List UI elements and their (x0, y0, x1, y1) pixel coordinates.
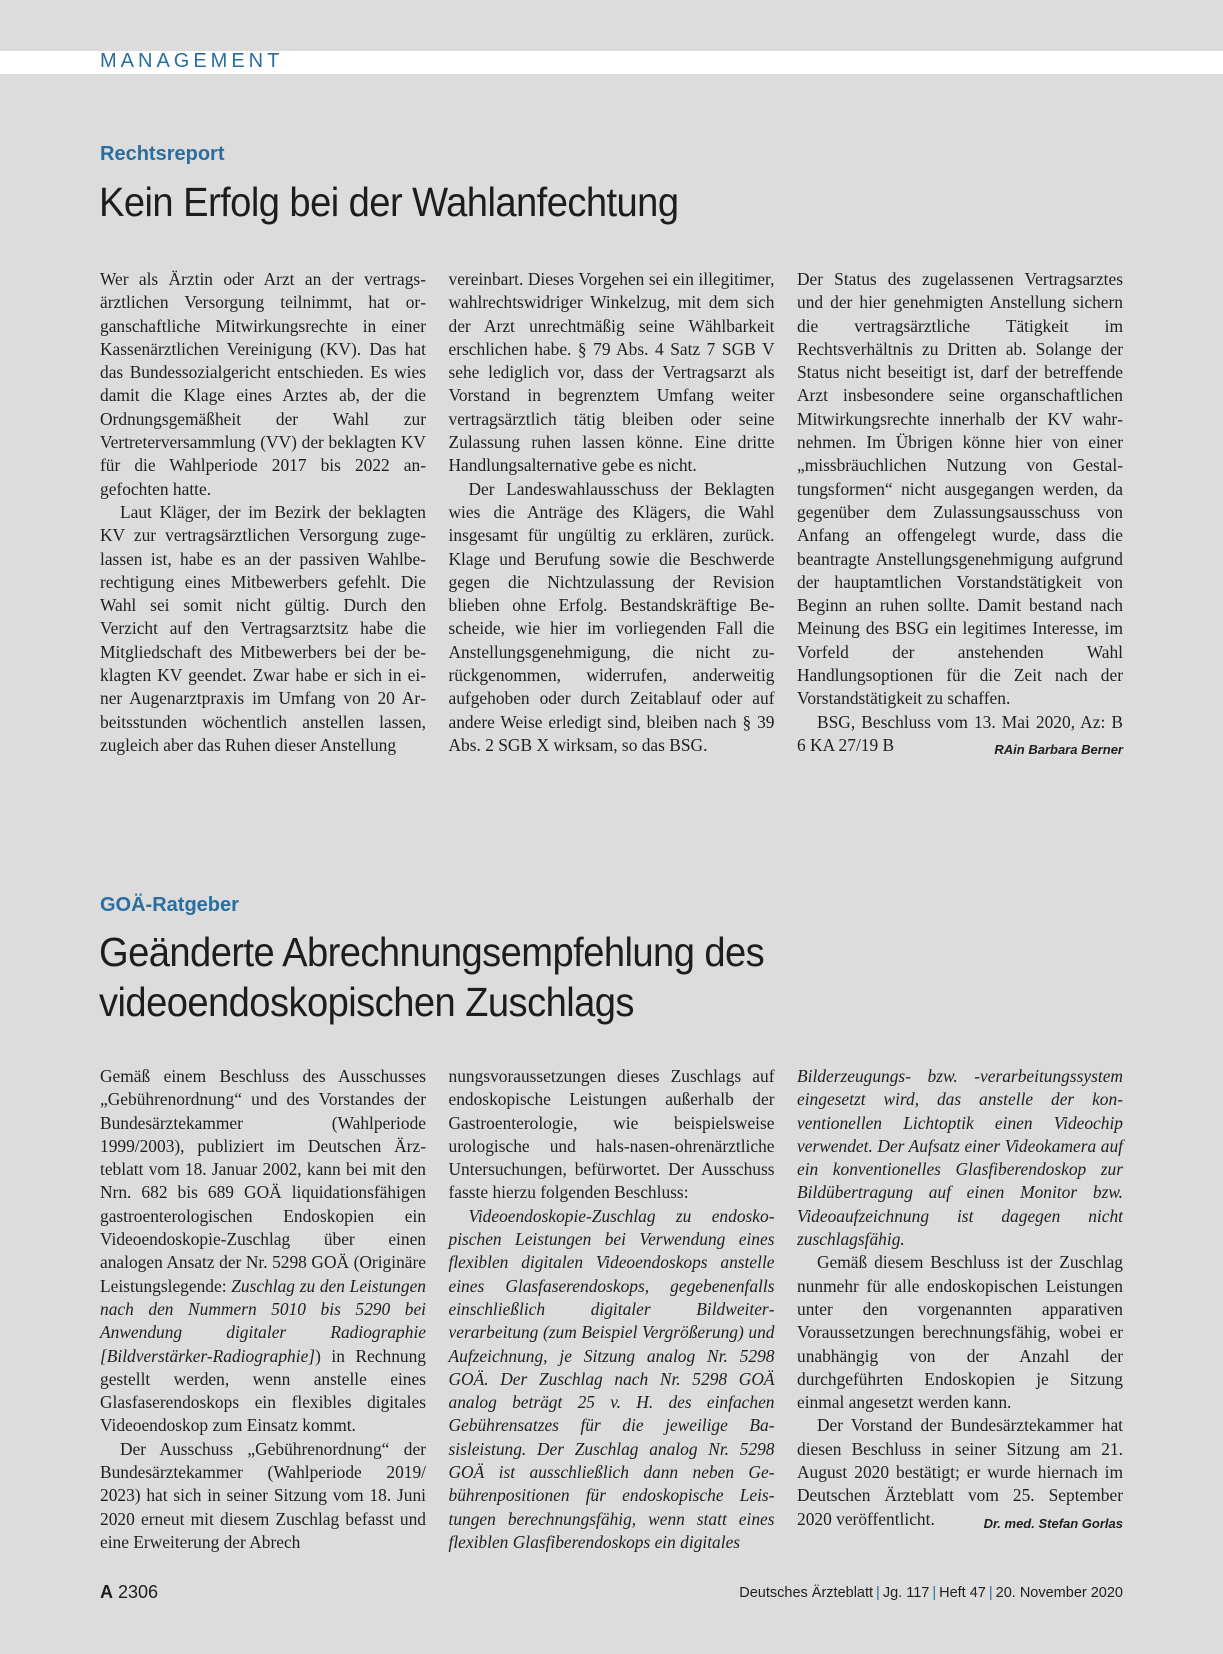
paragraph: Gemäß diesem Beschluss ist der Zuschlag nunmehr für alle endoskopischen Leistungen unter den vorgenannten apparativen Voraussetzungen berechnungsfähig, wobei er unabhängig von der Anzahl der durchgeführten Endoskopien je Sitzung einmal angesetzt werden kann. (797, 1252, 1123, 1413)
page-number (100, 1582, 158, 1603)
text-run: Der Vorstand der Bundesärztekammer hat diesen Beschluss in seiner Sitzung am 21. August 2020 bestätigt; er wurde hiernach im Deutschen Ärzteblatt vom 25. September 2020 veröffentlicht. (797, 1415, 1123, 1529)
paragraph: Der Landeswahlausschuss der Beklagten wies die Anträge des Klägers, die Wahl insgesamt für ungültig zu erklären, zurück. Klage und Berufung sowie die Beschwerde gegen die Nichtzulassung der Revision blieben ohne Erfolg. Bestandskräftige Bescheide, wie hier im vorliegenden Fall die Anstellungsgenehmigung, die nicht zurückgenommen, widerrufen, anderweitig aufgehoben oder durch Zeitablauf oder auf andere Weise erledigt sind, bleiben nach § 39 Abs. 2 SGB X wirksam, so das BSG. (448, 478, 775, 755)
paragraph: nungsvoraussetzungen dieses Zuschlags auf endoskopische Leistungen außerhalb der Gastroenterologie, wie beispielsweise urologische und hals-nasen-ohrenärztliche Untersuchungen, befürwortet. Der Ausschuss fasste hierzu folgenden Beschluss: (448, 1066, 775, 1203)
page-number-value: 2306 (118, 1582, 159, 1602)
separator: | (932, 1585, 937, 1601)
paragraph: Der Status des zugelassenen Vertragsarztes und der hier genehmigten Anstellung sichern die vertragsärztliche Tätigkeit im Rechtsverhältnis zu Dritten ab. Solange der Status nicht beseitigt ist, darf der betreffende Arzt insbesondere seine organschaftlichen Mitwirkungsrechte innerhalb der KV wahrnehmen. Im Übrigen könne hier von einer „missbräuchlichen Nutzung von Gestaltungsformen“ nicht ausgegangen werden, da gegenüber dem Zulassungsausschuss von Anfang an offengelegt wurde, dass die beantragte Anstellungsgenehmigung aufgrund der hauptamtlichen Vorstandstätigkeit von Beginn an ruhen sollte. Damit bestand nach Meinung des BSG ein legitimes Interesse, im Vorfeld der anstehenden Wahl Handlungsoptionen für die Zeit nach der Vorstandstätigkeit zu schaffen. (797, 269, 1123, 709)
text-run: ) in Rechnung gestellt werden, wenn anstelle eines Glasfaserendoskops ein flexibles digitales Videoendoskop zum Einsatz kommt. (100, 1345, 426, 1436)
article2-body (100, 1065, 1123, 1554)
article2-column-1 (100, 1065, 426, 1554)
italic-run: Bilderzeugungs- bzw. -verarbeitungssystem eingesetzt wird, das anstelle der konventionellen Lichtoptik einen Videochip verwendet. Der Aufsatz einer Videokamera auf ein konventionelles Glasfiberendoskop zur Bildübertragung auf einen Monitor bzw. Videoaufzeichnung ist dagegen nicht zuschlagsfähig. (797, 1066, 1123, 1250)
text-run: Gemäß einem Beschluss des Ausschusses „Gebührenordnung“ und des Vorstandes der Bundesärztekammer (Wahlperiode 1999/2003), publiziert im Deutschen Ärzteblatt vom 18. Januar 2002, kann bei mit den Nrn. 682 bis 689 GOÄ liquidationsfähigen gastroenterologischen Endoskopien ein Videoendoskopie-Zuschlag über einen analogen Ansatz der Nr. 5298 GOÄ (Originäre Leistungslegende: (100, 1066, 426, 1296)
paragraph (449, 1205, 775, 1554)
paragraph: Laut Kläger, der im Bezirk der beklagten KV zur vertragsärztlichen Versorgung zugelassen ist, habe es an der passiven Wahlberechtigung eines Mitbewerbers gefehlt. Die Wahl sei somit nicht gültig. Durch den Verzicht auf den Vertragsarztsitz habe die Mitgliedschaft des Mitbewerbers bei der beklagten KV geendet. Zwar habe er sich in einer Augenarztpraxis im Umfang von 20 Arbeitsstunden wöchentlich anstellen lassen, zugleich aber das Ruhen dieser Anstellung (100, 501, 426, 755)
issue-date: 20. November 2020 (995, 1585, 1123, 1601)
section-label: MANAGEMENT (100, 50, 284, 72)
article2-author: Dr. med. Stefan Gorlas (983, 1515, 1123, 1531)
article2-title-line-1: Geänderte Abrechnungsempfehlung des (99, 929, 765, 975)
article2-title-line-2: videoendoskopischen Zuschlags (99, 979, 634, 1025)
article1-title: Kein Erfolg bei der Wahlanfechtung (99, 179, 679, 225)
article2-column-3 (797, 1065, 1123, 1554)
separator: | (876, 1585, 880, 1601)
article1-author: RAin Barbara Berner (994, 741, 1123, 757)
article1-body (100, 268, 1123, 761)
volume: Jg. 117 (882, 1585, 930, 1601)
article2-kicker: GOÄ-Ratgeber (100, 894, 239, 916)
paragraph (797, 1065, 1123, 1251)
italic-run: Zuschlag zu den Leistungen nach den Nummern 5010 bis 5290 bei Anwendung digitaler Radiographie [Bildverstärker-Radiographie] (100, 1275, 426, 1366)
paragraph: Wer als Ärztin oder Arzt an der vertragsärztlichen Versorgung teilnimmt, hat organschaftliche Mitwirkungsrechte in einer Kassenärztlichen Vereinigung (KV). Das hat das Bundessozialgericht entschieden. Es wies damit die Klage eines Arztes ab, der die Ordnungsgemäßheit der Wahl zur Vertreterversammlung (VV) der beklagten KV für die Wahlperiode 2017 bis 2022 angefochten hatte. (100, 269, 426, 499)
italic-run: Videoendoskopie-Zuschlag zu endoskopischen Leistungen bei Verwendung eines flexiblen digitalen Videoendoskops anstelle eines Glasfaserendoskops, gegebenenfalls einschließlich digitaler Bildweiterverarbeitung (zum Beispiel Vergrößerung) und Aufzeichnung, je Sitzung analog Nr. 5298 GOÄ. Der Zuschlag nach Nr. 5298 GOÄ analog beträgt 25 v. H. des einfachen Gebührensatzes für die jeweilige Basisleistung. Der Zuschlag analog Nr. 5298 GOÄ ist ausschließlich dann neben Gebührenpositionen für endoskopische Leistungen berechnungsfähig, wenn statt eines flexiblen Glasfiberendoskops ein digitales (448, 1205, 775, 1552)
paragraph (100, 1065, 426, 1438)
page-prefix: A (100, 1582, 113, 1602)
paragraph: vereinbart. Dieses Vorgehen sei ein illegitimer, wahlrechtswidriger Winkelzug, mit dem sich der Arzt unrechtmäßig seine Wählbarkeit erschlichen habe. § 79 Abs. 4 Satz 7 SGB V sehe lediglich vor, dass der Vertragsarzt als Vorstand in begrenztem Umfang weiter vertragsärztlich tätig bleiben oder seine Zulassung ruhen lassen könne. Eine dritte Handlungsalternative gebe es nicht. (448, 269, 775, 476)
article1-column-2 (449, 268, 775, 761)
separator: | (988, 1585, 993, 1601)
article1-kicker: Rechtsreport (100, 143, 225, 165)
paragraph: Der Ausschuss „Gebührenordnung“ der Bundesärztekammer (Wahlperiode 2019/ 2023) hat sich in seiner Sitzung vom 18. Juni 2020 erneut mit diesem Zuschlag befasst und eine Erweiterung der Abrech (100, 1438, 426, 1552)
journal-info (739, 1585, 1123, 1601)
journal-name: Deutsches Ärzteblatt (739, 1585, 874, 1601)
issue: Heft 47 (939, 1585, 986, 1601)
top-band (0, 0, 1223, 51)
citation: BSG, Beschluss vom 13. Mai 2020, Az: B 6 KA 27/19 B (797, 711, 1123, 755)
article1-column-3 (797, 268, 1123, 761)
paragraph (797, 1414, 1123, 1530)
article1-column-1 (100, 268, 426, 761)
paragraph (797, 711, 1123, 758)
article2-column-2 (449, 1065, 775, 1554)
